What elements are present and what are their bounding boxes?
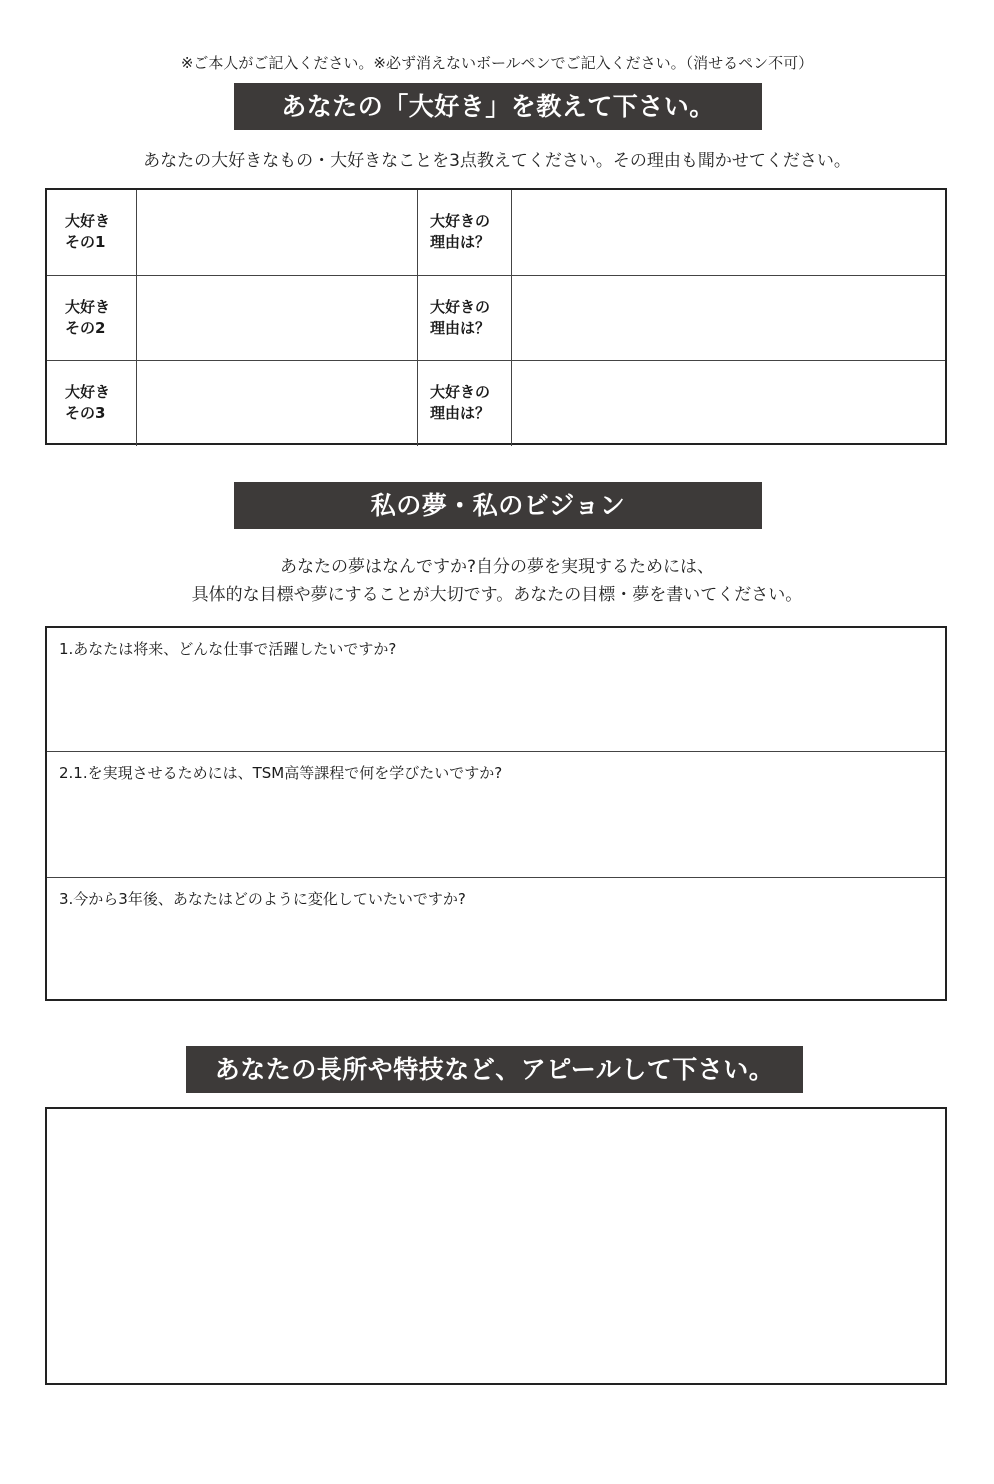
favorite-answer-field[interactable]	[136, 361, 417, 446]
favorite-reason-label: 大好きの 理由は？	[417, 190, 511, 275]
favorites-row	[47, 360, 945, 446]
favorite-answer-field[interactable]	[136, 190, 417, 275]
vision-lead-line1: あなたの夢はなんですか?自分の夢を実現するためには、	[279, 557, 715, 577]
favorites-row	[47, 190, 945, 275]
section-heading-appeal: あなたの長所や特技など、アピールして下さい。	[186, 1046, 803, 1093]
instruction-note: ※ご本人がご記入ください。※必ず消えないボールペンでご記入ください。（消せるペン不可）	[180, 54, 814, 72]
favorite-reason-field[interactable]	[511, 276, 945, 361]
appeal-answer-box[interactable]	[45, 1107, 947, 1385]
favorite-label: 大好き その2	[65, 298, 111, 337]
favorite-reason-field[interactable]	[511, 361, 945, 446]
favorite-reason-label: 大好きの 理由は？	[417, 361, 511, 446]
favorite-label: 大好き その1	[65, 212, 111, 251]
favorite-reason-label: 大好きの 理由は？	[417, 276, 511, 361]
vision-lead-line2: 具体的な目標や夢にすることが大切です。あなたの目標・夢を書いてください。	[191, 585, 803, 605]
question-text: 1.あなたは将来、どんな仕事で活躍したいですか?	[59, 640, 397, 658]
vision-questions-box	[45, 626, 947, 1001]
favorite-answer-field[interactable]	[136, 276, 417, 361]
question-text: 3.今から3年後、あなたはどのように変化していたいですか?	[59, 890, 466, 908]
question-text: 2.1.を実現させるためには、TSM高等課程で何を学びたいですか?	[59, 764, 503, 782]
question-block[interactable]	[47, 751, 945, 877]
favorite-label: 大好き その3	[65, 383, 111, 422]
section-heading-favorites: あなたの「大好き」を教えて下さい。	[234, 83, 762, 130]
section-heading-vision: 私の夢・私のビジョン	[234, 482, 762, 529]
favorites-row	[47, 275, 945, 361]
favorites-table	[45, 188, 947, 445]
favorite-reason-field[interactable]	[511, 190, 945, 275]
question-block[interactable]	[47, 628, 945, 751]
question-block[interactable]	[47, 877, 945, 999]
favorites-lead-text: あなたの大好きなもの・大好きなことを3点教えてください。その理由も聞かせてください。	[143, 151, 851, 171]
